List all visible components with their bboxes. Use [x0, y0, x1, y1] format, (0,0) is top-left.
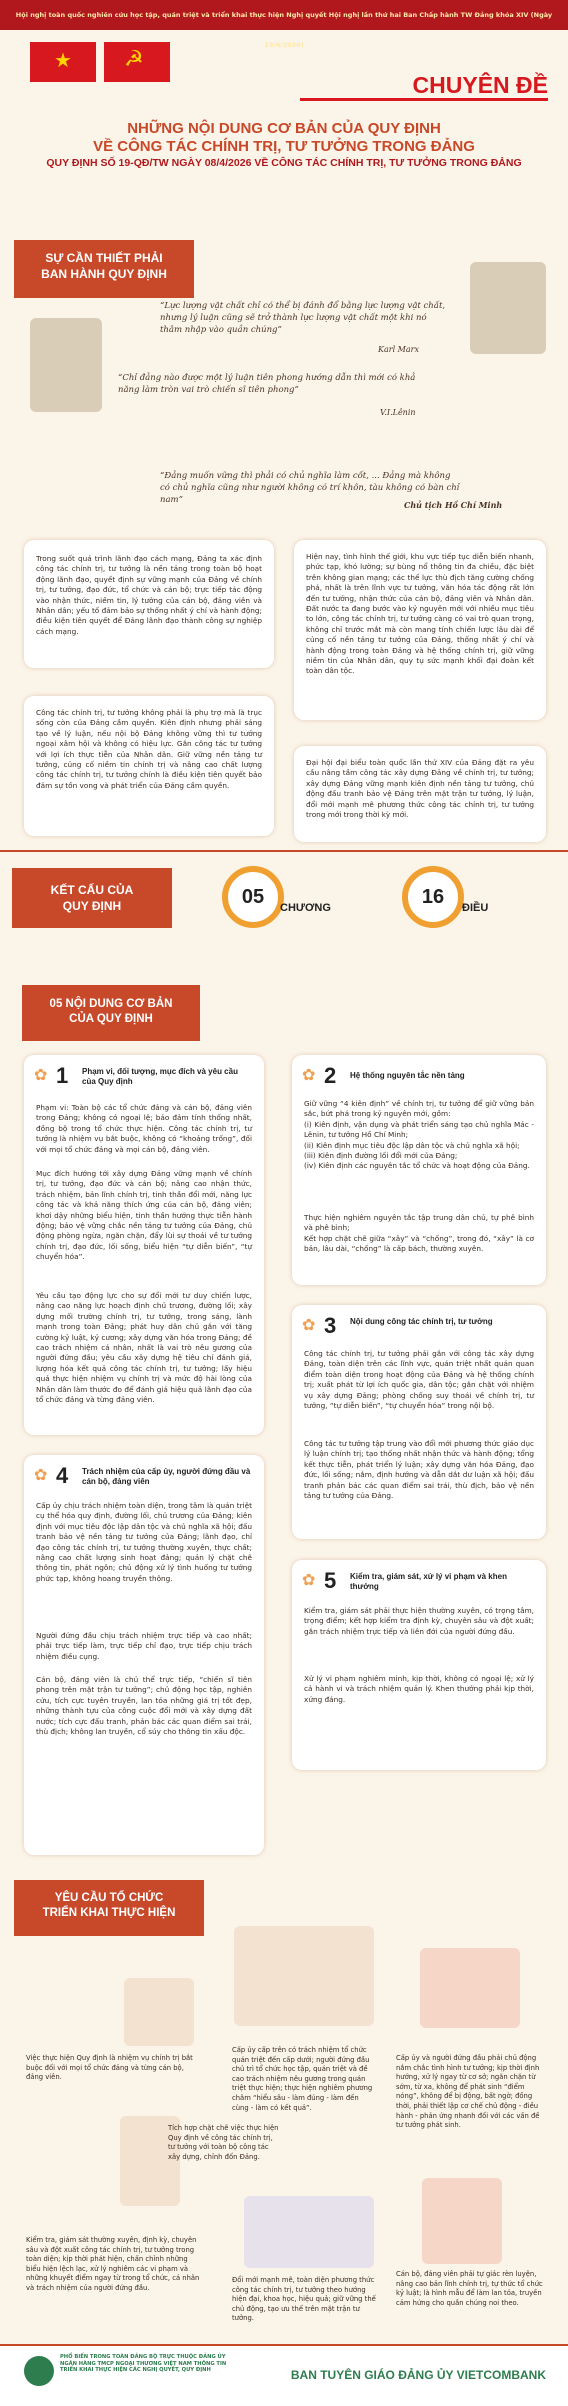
title-line-2: VỀ CÔNG TÁC CHÍNH TRỊ, TƯ TƯỞNG TRONG ĐẢNG: [93, 138, 475, 155]
content-5-number: 5: [324, 1568, 337, 1593]
content-card-5: [292, 1560, 546, 1770]
content-2-number: 2: [324, 1063, 337, 1088]
content-4-number: 4: [56, 1463, 69, 1488]
chapter-count: 05: [241, 886, 265, 908]
necessity-card-right-1: [294, 540, 546, 720]
megaphone-illustration: [422, 2178, 502, 2264]
content-3-title: Nội dung công tác chính trị, tư tưởng: [350, 1317, 493, 1326]
content-1-requirements: Yêu cầu tạo động lực cho sự đổi mới tư duy chiến lược, nâng cao năng lực hoạch định chủ trương, đường lối; xây dựng mối trường chính trị, tư tưởng, trong sáng, lành mạnh trong toàn Đảng; phát huy dân chủ gắn với tăng cường kỷ luật, kỷ cương; xây dựng văn hóa trong Đảng; đề cao trách nhiệm cá nhân, nhất là vai trò nêu gương của người đứng đầu; yêu cầu xây dựng hệ tiêu chí đánh giá, lượng hóa kết quả công tác chính trị, tư tưởng; lấy hiệu quả thực hiện nhiệm vụ chính trị và mức độ hài lòng của Nhân dân làm thước đo để đánh giá hiệu quả lãnh đạo của tổ chức đảng và từng đảng viên.: [36, 1291, 252, 1405]
impl-item-7: Cán bộ, đảng viên phải tự giác rèn luyện, nâng cao bản lĩnh chính trị, tự thức tổ chức kỷ luật; là hình mẫu để làm lan tỏa, truyền cảm hứng cho quần chúng noi theo.: [396, 2270, 543, 2307]
section-divider: [0, 850, 568, 852]
necessity-text-left-2: Công tác chính trị, tư tưởng không phải là phụ trợ mà là trục sống còn của Đảng cầm quyền. Kiên định nhưng phải sáng tạo về lý luận, nếu nội bộ Đảng không vững thì tư tưởng ngoại xâm hội và không có hiệu lực. Gắn công tác tư tưởng với lợi ích thực tiễn của Nhân dân. Giữ vững nền tảng tư tưởng, củng cố niềm tin chính trị và nâng cao chất lượng công tác chính trị, tư tưởng chính là điều kiện tiên quyết bảo đảm sự tồn vong và phát triển của Đảng cầm quyền.: [36, 708, 262, 790]
section-structure-heading: [12, 868, 172, 928]
quote-marx-source: Karl Marx: [378, 345, 419, 354]
vietnam-flag-icon: [30, 42, 96, 82]
content-1-number: 1: [56, 1063, 69, 1088]
content-card-3: [292, 1305, 546, 1539]
title-line-1: NHỮNG NỘI DUNG CƠ BẢN CỦA QUY ĐỊNH: [127, 120, 441, 137]
impl-item-6: Đổi mới mạnh mẽ, toàn diện phương thức công tác chính trị, tư tưởng theo hướng hiện đại, khoa học, hiệu quả; giữ vững thế chủ động, tạo ưu thế trên mặt trận tư tưởng.: [232, 2276, 376, 2323]
digital-dashboard-illustration: [244, 2196, 374, 2268]
necessity-card-left-1: [24, 540, 274, 668]
quote-lenin-source: V.I.Lênin: [380, 408, 416, 417]
people-climbing-illustration: [234, 1926, 374, 2026]
content-4-members: Cán bộ, đảng viên là chủ thể trực tiếp, “chiến sĩ tiên phong trên mặt trận tư tưởng”; chủ động học tập, nghiên cứu, tích cực tuyên truyền, lan tỏa những giá trị tốt đẹp, những thành tựu của công cuộc đổi mới và xây dựng đất nước; tích cực đấu tranh, phản bác các quan điểm sai trái, thù địch; không lan truyền, cổ súy cho thông tin xấu độc.: [36, 1675, 252, 1737]
necessity-text-right-1: Hiện nay, tình hình thế giới, khu vực tiếp tục diễn biến nhanh, phức tạp, khó lường; sự bùng nổ thông tin đa chiều, đặc biệt trên không gian mạng; các thế lực thù địch tăng cường chống phá, nhất là trên lĩnh vực tư tưởng, văn hóa tác động rất lớn đến tư tưởng, nhận thức của cán bộ, đảng viên và Nhân dân. Đất nước ta đang bước vào kỷ nguyên mới với nhiều mục tiêu to lớn, công tác chính trị, tư tưởng càng có vai trò quan trọng, không chỉ trước mắt mà còn mang tính chiến lược lâu dài để củng cố nền tảng tư tưởng của Đảng, thống nhất ý chí và hành động trong toàn Đảng và hệ thống chính trị, giữ vững niềm tin của Nhân dân, quy tụ sức mạnh khối đại đoàn kết toàn dân tộc.: [306, 552, 534, 676]
lotus-icon: ✿: [34, 1065, 48, 1084]
content-1-purpose: Mục đích hướng tới xây dựng Đảng vững mạnh về chính trị, tư tưởng, đạo đức và cán bộ; nâng cao nhận thức, trách nhiệm, bản lĩnh chính trị, tinh thần đổi mới, năng lực công tác và khả năng thích ứng của cán bộ, đảng viên; khơi dậy những biểu hiện, tinh thần hướng thực tiễn hành động; bảo vệ vững chắc nền tảng tư tưởng của Đảng, chủ động phòng ngừa, ngăn chặn, đẩy lùi sự thoái về tư tưởng chính trị, đạo đức, lối sống, biểu hiện “tự diễn biến”, “tự chuyển hóa”.: [36, 1169, 252, 1262]
section-structure-heading-l2: QUY ĐỊNH: [62, 899, 122, 913]
content-4-leader: Người đứng đầu chịu trách nhiệm trực tiếp và cao nhất; phải trực tiếp làm, trực tiếp chỉ đạo, trực tiếp chịu trách nhiệm điều cụng.: [36, 1631, 252, 1661]
content-card-4: [24, 1455, 264, 1855]
content-3-number: 3: [324, 1313, 337, 1338]
section-necessity-heading-l1: SỰ CẦN THIẾT PHẢI: [45, 251, 163, 265]
chapter-label: CHƯƠNG: [280, 902, 331, 914]
article-label: ĐIỀU: [462, 902, 489, 914]
section-implementation-heading: [14, 1880, 204, 1936]
impl-item-5: Kiểm tra, giám sát thường xuyên, định kỳ, chuyên sâu và đột xuất công tác chính trị, tư tưởng trong toàn diện; kịp thời phát hiện, chấn chỉnh những biểu hiện lệch lạc, xử lý nghiêm các vi phạm và những khuyết điểm ngay từ trong tổ chức, cá nhân và trách nhiệm của người đứng đầu.: [26, 2236, 200, 2292]
section-implementation-heading-l1: YÊU CẦU TỔ CHỨC: [54, 1892, 164, 1904]
section-necessity-heading-l2: BAN HÀNH QUY ĐỊNH: [41, 267, 167, 281]
necessity-card-right-2: [294, 746, 546, 842]
quote-ho-chi-minh: “Đảng muốn vững thì phải có chủ nghĩa làm cốt, ... Đảng mà không có chủ nghĩa cũng như người không có trí khôn, tàu không có bàn chỉ nam”: [160, 471, 460, 505]
content-2-methods: Thực hiện nghiêm nguyên tắc tập trung dân chủ, tự phê bình và phê bình; Kết hợp chặt chẽ giữa “xây” và “chống”, trong đó, “xây” là cơ bản, lâu dài, “chống” là cấp bách, thường xuyên.: [304, 1213, 534, 1254]
footer-subtitle: PHỔ BIẾN TRONG TOÀN ĐẢNG BỘ TRỰC THUỘC ĐẢNG ỦY NGÂN HÀNG TMCP NGOẠI THƯƠNG VIỆT NAM THÔNG TIN TRIỂN KHAI THỰC HIỆN CÁC NGHỊ QUYẾT, QUY ĐỊNH: [60, 2354, 227, 2373]
necessity-card-left-2: [24, 696, 274, 836]
lotus-icon: ✿: [302, 1570, 316, 1589]
content-4-title: Trách nhiệm của cấp ủy, người đứng đầu và cán bộ, đảng viên: [82, 1467, 251, 1486]
content-3-focus: Công tác tư tưởng tập trung vào đổi mới phương thức giáo dục lý luận chính trị; tạo thống nhất nhận thức và hành động; tổng kết thực tiễn, phát triển lý luận; xây dựng văn hóa Đảng, đạo đức, lối sống; nắm, định hướng và dẫn dắt dư luận xã hội; đấu tranh phản bác các quan điểm sai trái, thù địch, bảo vệ nền tảng tư tưởng của Đảng.: [304, 1439, 534, 1501]
top-note-text: Hội nghị toàn quốc nghiên cứu học tập, quán triệt và triển khai thực hiện Nghị quyết Hội nghị lần thứ hai Ban Chấp hành TW Đảng khóa XIV (Ngày 13/4/2026): [15, 11, 553, 49]
content-4-committee: Cấp ủy chịu trách nhiệm toàn diện, trong tâm là quán triệt cụ thể hóa quy định, đường lối, chủ trương của Đảng; kiên định với mục tiêu độc lập dân tộc và chủ nghĩa xã hội; đấu tranh bảo vệ nền tảng tư tưởng của Đảng; lãnh đạo, chỉ đạo công tác chính trị, tư tưởng thường xuyên, thực chất; nâng cao chất lượng sinh hoạt đảng; quản lý chặt chẽ thông tin, phát ngôn; chủ động xử lý tình huống tư tưởng phức tạp, không hoang truyền thông.: [36, 1501, 252, 1583]
content-2-principles: Giữ vững “4 kiên định” về chính trị, tư tưởng để giữ vững bản sắc, bứt phá trong kỷ nguyên mới, gồm: (i) Kiên định, vận dụng và phát triển sáng tạo chủ nghĩa Mác - Lênin, tư tưởng Hồ Chí Minh; (ii) Kiên định mục tiêu độc lập dân tộc và chủ nghĩa xã hội; (iii) Kiên định đường lối đổi mới của Đảng; (iv) Kiên định các nguyên tắc tổ chức và hoạt động của Đảng.: [304, 1099, 534, 1171]
necessity-text-left-1: Trong suốt quá trình lãnh đạo cách mạng, Đảng ta xác định công tác chính trị, tư tưởng là nền tảng trong toàn bộ hoạt động lãnh đạo, quyết định sự vững mạnh của Đảng về chính trị, tư tưởng, đạo đức, tổ chức và cán bộ; trực tiếp tác động vào nhận thức, niềm tin, lý tưởng của cán bộ, đảng viên và Nhân dân; yếu tố đảm bảo sự thống nhất ý chí và hành động; điều kiện tiên quyết để Đảng lãnh đạo thành công sự nghiệp cách mạng.: [36, 554, 262, 636]
content-5-title: Kiểm tra, giám sát, xử lý vi phạm và khen thưởng: [350, 1572, 507, 1591]
content-2-title: Hệ thống nguyên tắc nền tảng: [350, 1071, 465, 1080]
section-necessity-heading: [14, 240, 194, 298]
content-1-scope: Phạm vi: Toàn bộ các tổ chức đảng và cán bộ, đảng viên trong Đảng; không có ngoại lệ; bảo đảm tính thống nhất, đồng bộ trong tổ chức thực hiện. Công tác chính trị, tư tưởng là nhiệm vụ bắt buộc, không có “khoảng trống”, đối với mọi tổ chức đảng và mọi cán bộ, đảng viên.: [36, 1103, 252, 1154]
section-contents-heading-l2: CỦA QUY ĐỊNH: [69, 1013, 153, 1025]
impl-item-3: Cấp ủy và người đứng đầu phải chủ động nắm chắc tình hình tư tưởng; kịp thời định hướng, xử lý ngay từ cơ sở; ngăn chặn từ sớm, từ xa, không để phát sinh “điểm nóng”, không để bị động, bất ngờ; đồng thời, phải thiết lập cơ chế chủ động - điều hành - phản ứng nhanh đối với các vấn đề tư tưởng phát sinh.: [396, 2054, 540, 2130]
quote-marx: “Lực lượng vật chất chỉ có thể bị đánh đổ bằng lực lượng vật chất, nhưng lý luận cũng sẽ trở thành lực lượng vật chất một khi nó thâm nhập vào quần chúng”: [160, 301, 446, 335]
section-contents-heading: [22, 985, 200, 1041]
chuyen-de-label: CHUYÊN ĐỀ: [412, 72, 548, 98]
content-1-title: Phạm vi, đối tượng, mục đích và yêu cầu của Quy định: [82, 1067, 238, 1086]
lenin-portrait: [30, 318, 102, 412]
party-flag-icon: [104, 42, 170, 82]
star-icon: ★: [54, 48, 72, 72]
target-illustration: [420, 1948, 520, 2028]
content-3-scope: Công tác chính trị, tư tưởng phải gắn với công tác xây dựng Đảng, toàn diện trên các lĩnh vực, quán triệt nhất quán quan điểm toàn diện trong hoạt động của Đảng và hệ thống chính trị; xuất phát từ lợi ích quốc gia, dân tộc; gắn chặt với nhiệm vụ xây dựng Đảng; phòng chống suy thoái về chính trị, tư tưởng, “tự diễn biến”, “tự chuyển hóa” trong nội bộ.: [304, 1349, 534, 1411]
header-divider: [300, 98, 548, 101]
section-structure-heading-l1: KẾT CẤU CỦA: [50, 883, 134, 897]
party-committee-logo-icon: [24, 2356, 54, 2386]
content-5-discipline: Xử lý vi phạm nghiêm minh, kịp thời, không có ngoại lệ; xử lý cả hành vi và trách nhiệm quản lý. Khen thưởng phải kịp thời, xứng đáng.: [304, 1674, 534, 1704]
title-line-3: QUY ĐỊNH SỐ 19-QĐ/TW NGÀY 08/4/2026 VỀ CÔNG TÁC CHÍNH TRỊ, TƯ TƯỞNG TRONG ĐẢNG: [46, 157, 522, 169]
quote-ho-chi-minh-source: Chủ tịch Hồ Chí Minh: [404, 500, 503, 510]
impl-item-1: Việc thực hiện Quy định là nhiệm vụ chính trị bắt buộc đối với mọi tổ chức đảng và từng cán bộ, đảng viên.: [26, 2054, 193, 2082]
impl-item-4: Tích hợp chặt chẽ việc thực hiện Quy định về công tác chính trị, tư tưởng với toàn bộ công tác xây dựng, chỉnh đốn Đảng.: [168, 2124, 279, 2161]
lotus-icon: ✿: [302, 1315, 316, 1334]
lotus-icon: ✿: [302, 1065, 316, 1084]
karl-marx-portrait: [470, 262, 546, 354]
footer-publisher: BAN TUYÊN GIÁO ĐẢNG ỦY VIETCOMBANK: [290, 2368, 546, 2382]
hammer-sickle-icon: ☭: [124, 47, 144, 72]
lotus-icon: ✿: [34, 1465, 48, 1484]
section-implementation-heading-l2: TRIỂN KHAI THỰC HIỆN: [42, 1907, 176, 1919]
section-contents-heading-l1: 05 NỘI DUNG CƠ BẢN: [49, 998, 173, 1010]
article-count-circle: [402, 866, 464, 928]
article-count: 16: [421, 886, 445, 908]
team-illustration: [124, 1978, 194, 2046]
content-card-2: [292, 1055, 546, 1285]
top-note-banner: [0, 0, 568, 49]
chapter-count-circle: [222, 866, 284, 928]
impl-item-2: Cấp ủy cấp trên có trách nhiệm tổ chức quán triệt đến cấp dưới; người đứng đầu chủ trì tổ chức học tập, quán triệt và đề cao trách nhiệm nêu gương trong quán triệt thực hiện; thực hiện nghiêm phương châm “hiểu sâu - làm đúng - làm đến cùng - làm có kết quả”.: [232, 2046, 373, 2112]
content-card-1: [24, 1055, 264, 1435]
necessity-text-right-2: Đại hội đại biểu toàn quốc lần thứ XIV của Đảng đặt ra yêu cầu nâng tầm công tác xây dựng Đảng về chính trị, tư tưởng; xây dựng Đảng vững mạnh kiên định nền tảng tư tưởng, chủ động đấu tranh bảo vệ Đảng trên mặt trận tư tưởng, lý luận, đổi mới mạnh mẽ phương thức công tác chính trị, tư tưởng trong mới trong thời kỳ mới.: [306, 758, 534, 820]
content-5-inspection: Kiểm tra, giám sát phải thực hiện thường xuyên, có trọng tâm, trọng điểm; kết hợp kiểm tra định kỳ, chuyên sâu và đột xuất; gắn trách nhiệm trực tiếp và liên đới của người đứng đầu.: [304, 1606, 534, 1636]
quote-lenin: “Chỉ đảng nào được một lý luận tiên phong hướng dẫn thì mới có khả năng làm tròn vai trò chiến sĩ tiên phong”: [118, 373, 416, 395]
